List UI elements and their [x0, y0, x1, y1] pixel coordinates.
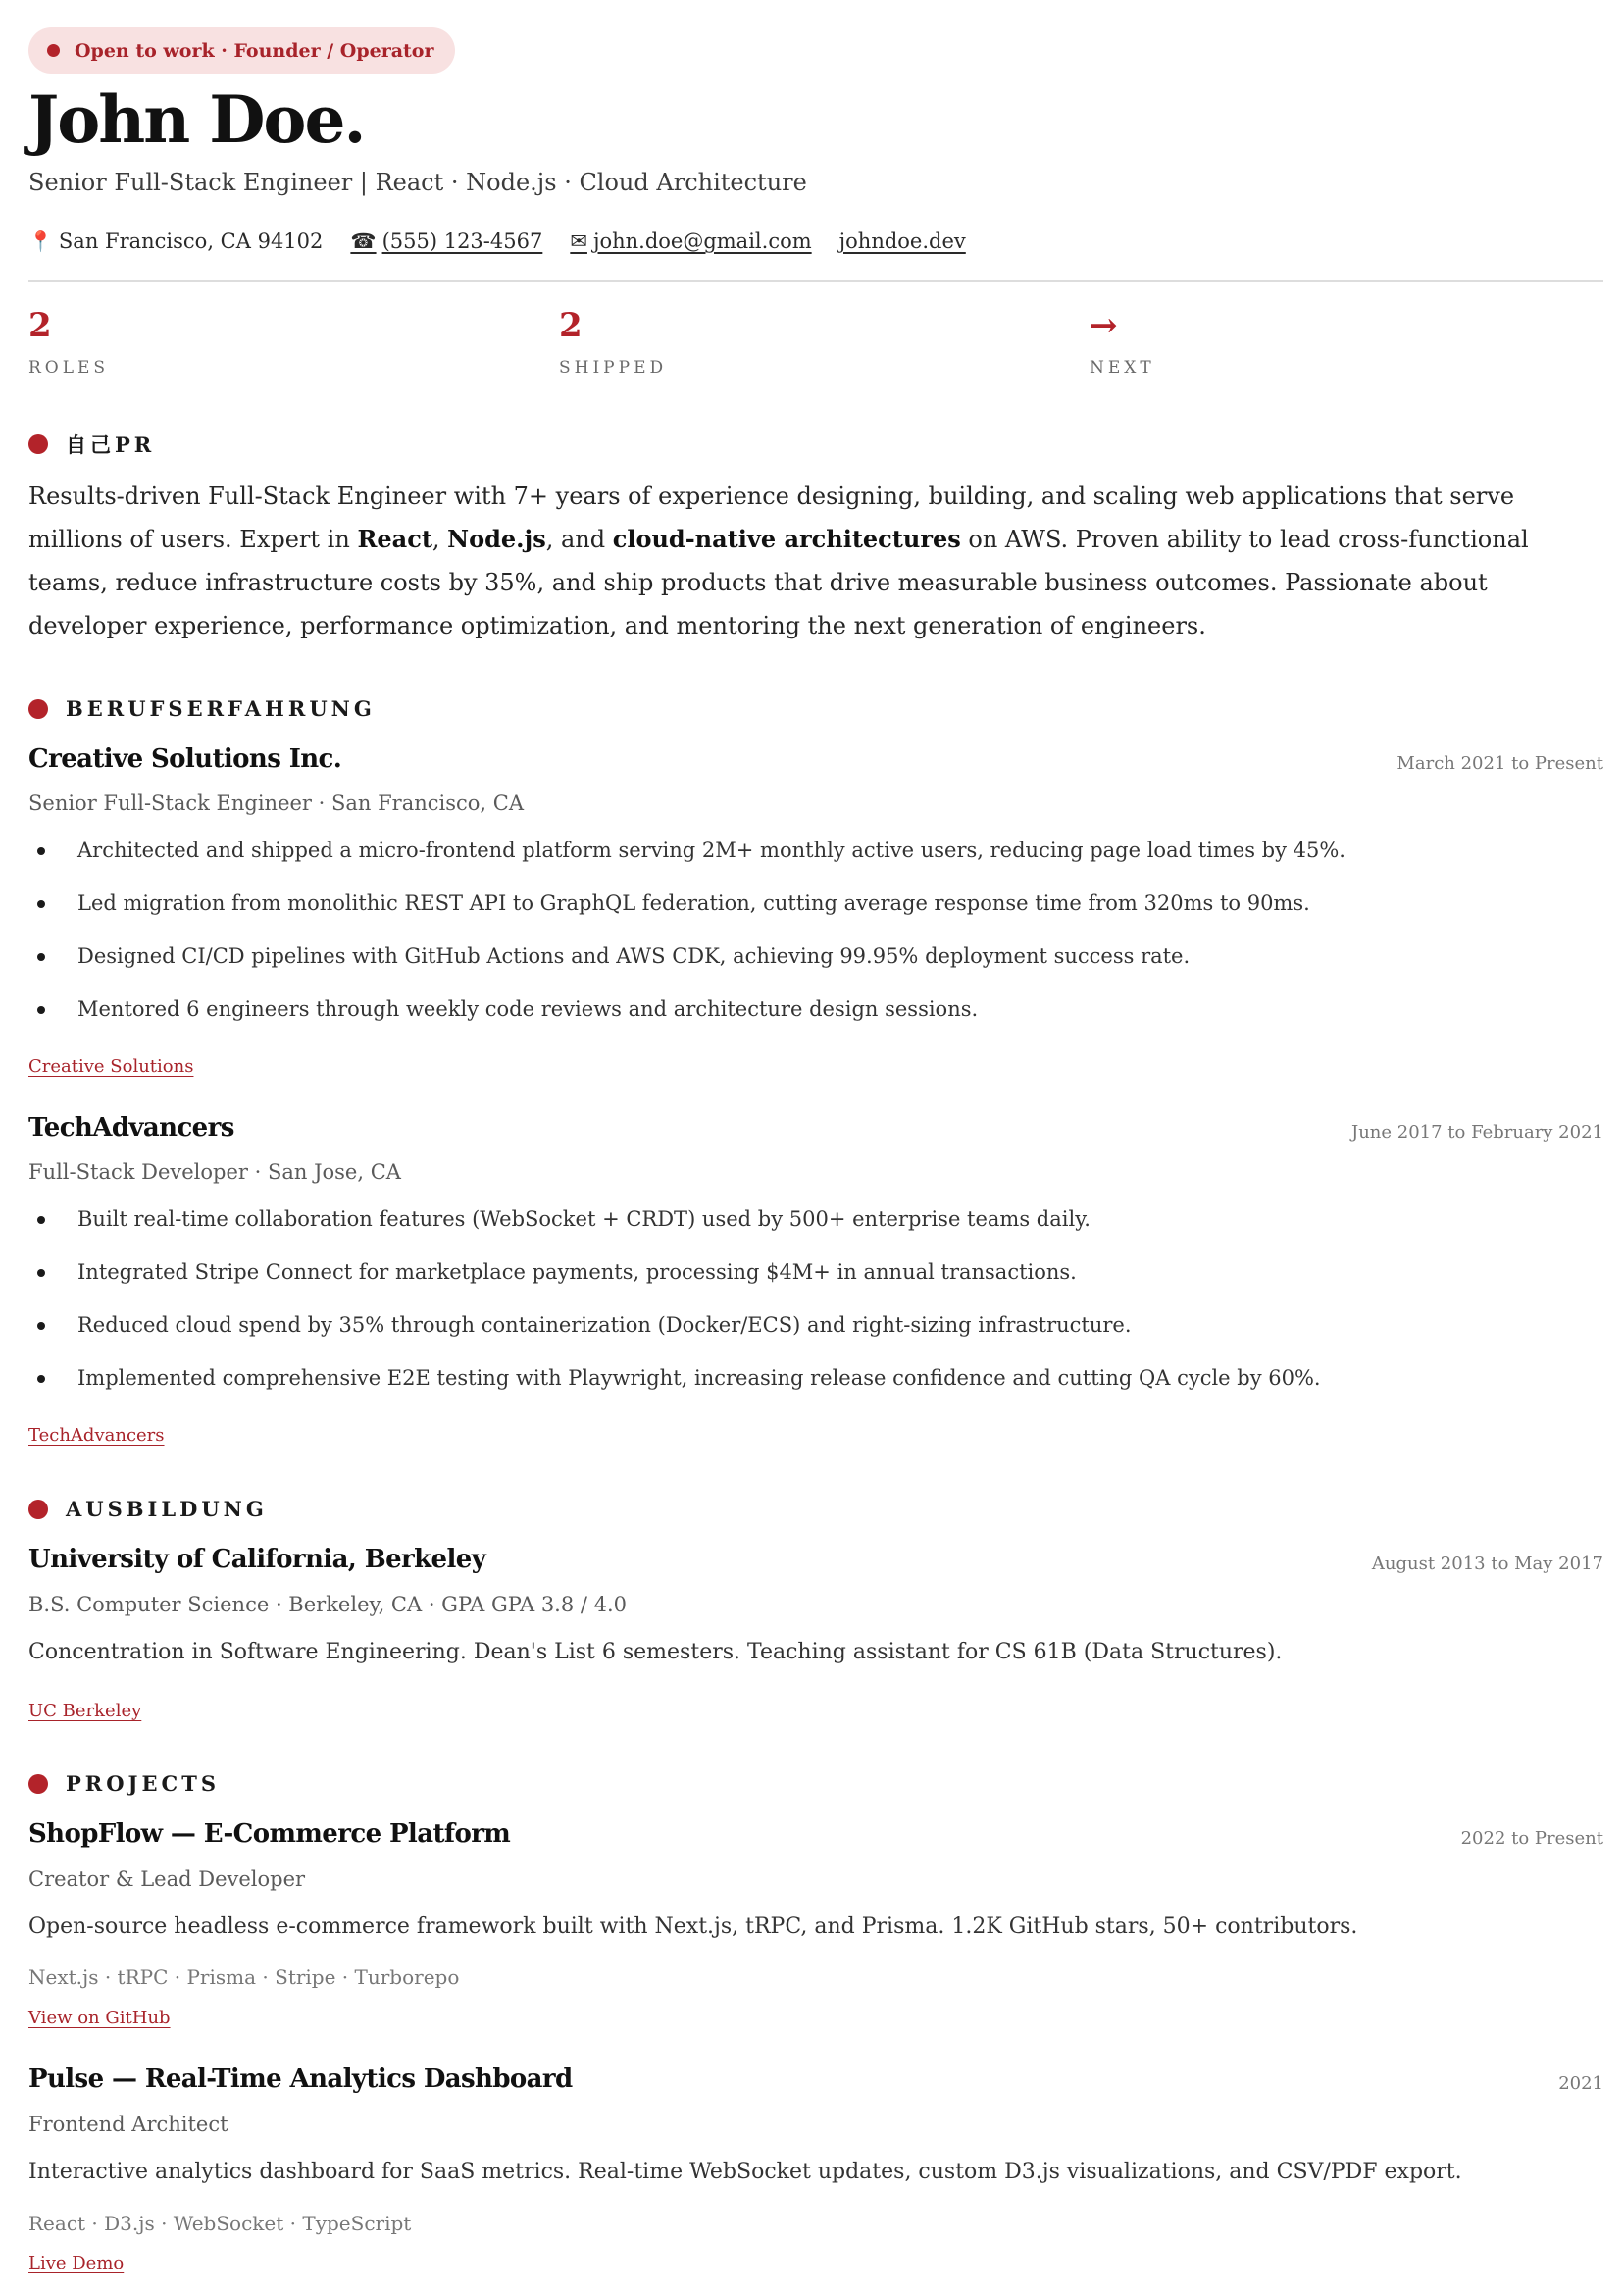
project-name: Pulse — Real-Time Analytics Dashboard [28, 2065, 573, 2094]
pin-icon: 📍 [28, 229, 53, 253]
school-name: University of California, Berkeley [28, 1545, 486, 1574]
list-item: Reduced cloud spend by 35% through containerization (Docker/ECS) and right-sizing infrastructure. [28, 1313, 1603, 1366]
phone-icon: ☎ [350, 229, 377, 253]
contact-phone-link[interactable] [350, 229, 542, 253]
project-description: Interactive analytics dashboard for SaaS metrics. Real-time WebSocket updates, custom D3.js visualizations, and CSV/PDF export. [28, 2160, 1462, 2184]
stat-value: → [1090, 306, 1118, 345]
company-name: TechAdvancers [28, 1113, 234, 1143]
location-text: San Francisco, CA 94102 [58, 229, 324, 253]
project-role: Creator & Lead Developer [28, 1867, 306, 1891]
contact-location [28, 229, 323, 253]
section-title: PROJECTS [66, 1771, 220, 1796]
school-link[interactable]: UC Berkeley [28, 1701, 142, 1721]
project-tech-stack: React · D3.js · WebSocket · TypeScript [28, 2212, 412, 2235]
section-title: AUSBILDUNG [66, 1497, 268, 1521]
company-name: Creative Solutions Inc. [28, 744, 342, 774]
contact-website-link[interactable]: johndoe.dev [838, 229, 966, 253]
stat-shipped [559, 306, 667, 378]
project-link[interactable]: Live Demo [28, 2253, 125, 2273]
degree-subtitle: B.S. Computer Science · Berkeley, CA · GPA GPA 3.8 / 4.0 [28, 1593, 628, 1616]
project-tech-stack: Next.js · tRPC · Prisma · Stripe · Turborepo [28, 1965, 460, 1989]
job-subtitle: Full-Stack Developer · San Jose, CA [28, 1160, 401, 1184]
email-text: john.doe@gmail.com [592, 229, 812, 253]
list-item: Led migration from monolithic REST API to GraphQL federation, cutting average response time from 320ms to 90ms. [28, 892, 1603, 944]
summary-text: , and [545, 526, 613, 553]
envelope-icon: ✉ [570, 229, 587, 253]
contact-bar [28, 229, 993, 253]
list-item: Integrated Stripe Connect for marketplace payments, processing $4M+ in annual transactions. [28, 1260, 1603, 1313]
summary-text: on AWS. Proven ability to lead cross-functional teams, reduce infrastructure costs by 35%, and ship products that drive measurable business outcomes. Passionate about developer experience, performance optimization, and mentoring the next generation of engineers. [28, 526, 1529, 639]
header-divider [28, 280, 1603, 282]
list-item: Built real-time collaboration features (WebSocket + CRDT) used by 500+ enterprise teams daily. [28, 1207, 1603, 1260]
list-item: Architected and shipped a micro-frontend platform serving 2M+ monthly active users, reducing page load times by 45%. [28, 839, 1603, 892]
section-title: BERUFSERFAHRUNG [66, 696, 376, 721]
stat-roles [28, 306, 109, 378]
stat-label: NEXT [1090, 357, 1155, 378]
entry-dates: June 2017 to February 2021 [1350, 1122, 1603, 1143]
stat-next [1090, 306, 1155, 378]
project-role: Frontend Architect [28, 2113, 228, 2136]
list-item: Mentored 6 engineers through weekly code reviews and architecture design sessions. [28, 997, 1603, 1050]
stat-value: 2 [559, 306, 583, 345]
status-badge-label: Open to work · Founder / Operator [75, 39, 434, 62]
summary-keyword: cloud-native architectures [612, 525, 961, 553]
bullet-list [28, 839, 1603, 1050]
entry-dates: 2022 to Present [1460, 1828, 1603, 1849]
contact-email-link[interactable] [570, 229, 811, 253]
company-link[interactable]: Creative Solutions [28, 1056, 194, 1077]
project-description: Open-source headless e-commerce framework built with Next.js, tRPC, and Prisma. 1.2K GitHub stars, 50+ contributors. [28, 1914, 1358, 1939]
section-header-education [28, 1497, 268, 1521]
summary-keyword: React [357, 525, 432, 553]
list-item: Designed CI/CD pipelines with GitHub Actions and AWS CDK, achieving 99.95% deployment success rate. [28, 944, 1603, 997]
entry-dates: August 2013 to May 2017 [1371, 1554, 1603, 1574]
summary-paragraph [28, 475, 1607, 647]
job-subtitle: Senior Full-Stack Engineer · San Francisco, CA [28, 791, 525, 815]
stats-row [28, 306, 1603, 394]
stat-label: ROLES [28, 357, 110, 378]
summary-text: , [431, 526, 448, 553]
section-dot-icon [28, 1774, 48, 1794]
project-name: ShopFlow — E-Commerce Platform [28, 1819, 511, 1849]
entry-dates: March 2021 to Present [1396, 753, 1603, 774]
candidate-name: John Doe. [28, 81, 365, 158]
status-dot-icon [47, 44, 60, 57]
headline: Senior Full-Stack Engineer | React · Node.js · Cloud Architecture [28, 169, 807, 196]
summary-keyword: Node.js [447, 525, 546, 553]
stat-value: 2 [28, 306, 52, 345]
summary-text: Results-driven Full-Stack Engineer with 7+ years of experience designing, building, and scaling web applications that serve millions of users. Expert in [28, 483, 1515, 553]
list-item: Implemented comprehensive E2E testing with Playwright, increasing release confidence and cutting QA cycle by 60%. [28, 1366, 1603, 1419]
education-details: Concentration in Software Engineering. Dean's List 6 semesters. Teaching assistant for CS 61B (Data Structures). [28, 1640, 1283, 1664]
company-link[interactable]: TechAdvancers [28, 1425, 165, 1446]
project-link[interactable]: View on GitHub [28, 2008, 171, 2028]
section-header-projects [28, 1771, 220, 1796]
stat-label: SHIPPED [559, 357, 668, 378]
bullet-list [28, 1207, 1603, 1419]
status-badge [28, 27, 455, 74]
section-header-experience [28, 696, 376, 721]
entry-dates: 2021 [1558, 2073, 1603, 2094]
section-title: 自己PR [66, 433, 156, 457]
phone-text: (555) 123-4567 [381, 229, 543, 253]
section-dot-icon [28, 1500, 48, 1519]
section-dot-icon [28, 434, 48, 454]
section-header-summary [28, 430, 155, 459]
section-dot-icon [28, 699, 48, 719]
